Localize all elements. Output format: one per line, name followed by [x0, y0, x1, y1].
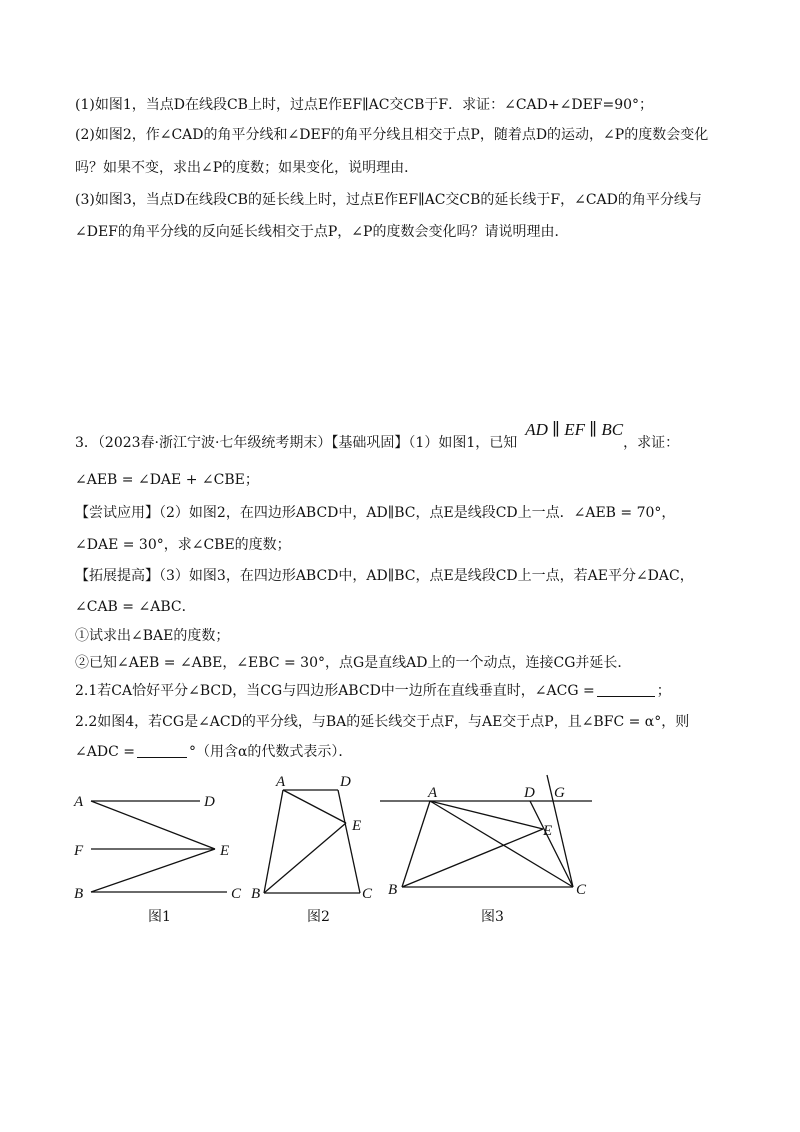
problem-3-line-11-end: °（用含α的代数式表示）． — [188, 744, 353, 760]
figure-1 — [91, 801, 230, 892]
fig1-label-f: F — [74, 843, 84, 859]
question-2-line-1: (2)如图2，作∠CAD的角平分线和∠DEF的角平分线且相交于点P，随着点D的运动，∠P的度数会变化 — [75, 127, 709, 143]
question-3-line-1: (3)如图3，当点D在线段CB的延长线上时，过点E作EF∥AC交CB的延长线于F，∠CAD的角平分线与 — [75, 192, 702, 208]
fig2-caption: 图2 — [307, 909, 330, 925]
fig3-caption: 图3 — [481, 909, 504, 925]
fig2-label-a: A — [276, 774, 286, 790]
problem-3-line-3: 【尝试应用】（2）如图2，在四边形ABCD中，AD∥BC，点E是线段CD上一点．∠AEB = 70°， — [75, 505, 676, 521]
fig3-label-e: E — [543, 823, 553, 839]
problem-3-line-10: 2.2如图4，若CG是∠ACD的平分线，与BA的延长线交于点F，与AE交于点P，且∠BFC = α°，则 — [75, 714, 690, 730]
problem-3-line-7: ①试求出∠BAE的度数； — [75, 628, 230, 644]
problem-3-header-suffix: ，求证： — [623, 435, 680, 451]
fig1-label-a: A — [74, 794, 84, 810]
problem-3-header-text: 3．（2023春·浙江宁波·七年级统考期末）【基础巩固】（1）如图1，已知 — [75, 435, 518, 451]
figure-2 — [264, 790, 360, 893]
fig2-label-b: B — [251, 886, 261, 902]
question-2-line-2: 吗？如果不变，求出∠P的度数；如果变化，说明理由． — [75, 160, 419, 176]
question-1: (1)如图1，当点D在线段CB上时，过点E作EF∥AC交CB于F．求证：∠CAD+∠DEF=90°； — [75, 97, 654, 113]
fig3-label-c: C — [576, 882, 587, 898]
fig3-label-g: G — [554, 785, 565, 801]
fig3-label-b: B — [388, 882, 398, 898]
parallel-condition: AD ∥ EF ∥ BC — [525, 420, 624, 439]
fig1-label-b: B — [74, 886, 84, 902]
problem-3-line-5: 【拓展提高】（3）如图3，在四边形ABCD中，AD∥BC，点E是线段CD上一点，若AE平分∠DAC， — [75, 568, 694, 584]
problem-3-line-2: ∠AEB = ∠DAE + ∠CBE； — [75, 472, 259, 488]
problem-3-line-4: ∠DAE = 30°，求∠CBE的度数； — [75, 537, 291, 553]
fig3-label-a: A — [428, 785, 438, 801]
question-3-line-2: ∠DEF的角平分线的反向延长线相交于点P，∠P的度数会变化吗？请说明理由． — [75, 224, 569, 240]
fig2-label-e: E — [352, 818, 362, 834]
fig1-label-e: E — [220, 843, 230, 859]
fig2-label-c: C — [362, 886, 373, 902]
fig2-label-d: D — [340, 774, 351, 790]
fig1-label-c: C — [231, 886, 242, 902]
problem-3-line-9-text: 2.1若CA恰好平分∠BCD，当CG与四边形ABCD中一边所在直线垂直时，∠ACG = — [75, 683, 595, 699]
problem-3-line-9-end: ； — [656, 683, 671, 699]
fig3-label-d: D — [524, 785, 535, 801]
problem-3-line-11-text: ∠ADC = — [75, 744, 135, 760]
problem-3-line-8: ②已知∠AEB = ∠ABE，∠EBC = 30°，点G是直线AD上的一个动点，连接CG并延长． — [75, 655, 632, 671]
fig1-caption: 图1 — [148, 909, 171, 925]
fig1-label-d: D — [204, 794, 215, 810]
problem-3-line-6: ∠CAB = ∠ABC． — [75, 599, 196, 615]
